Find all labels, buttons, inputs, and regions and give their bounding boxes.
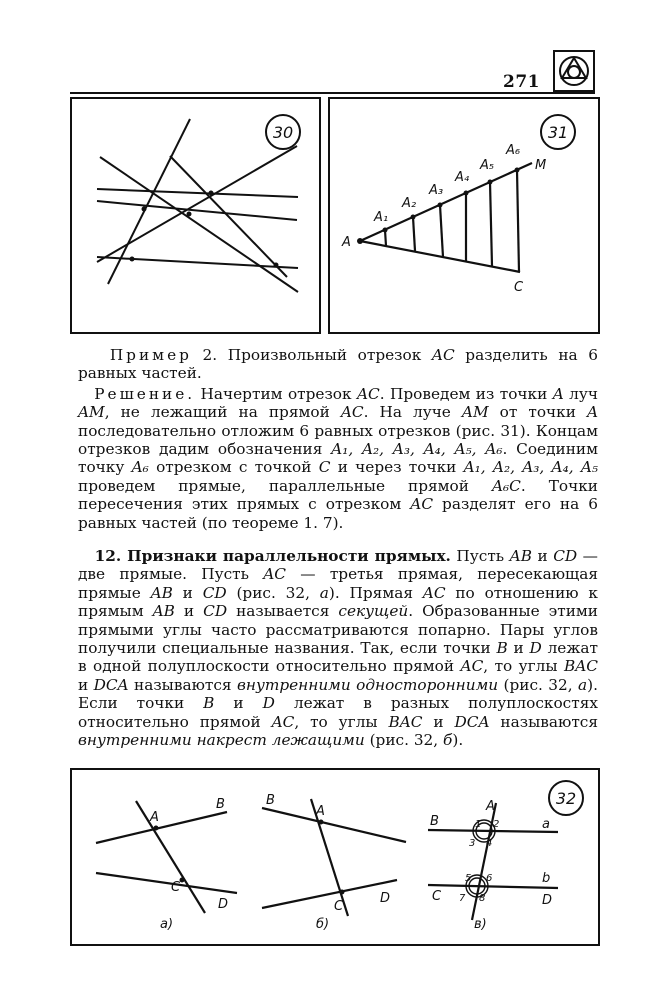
label-B: B — [430, 814, 439, 829]
label-C: C — [514, 280, 524, 295]
label-A6: A₆ — [506, 143, 521, 158]
figure-number: 31 — [547, 123, 569, 142]
example-statement: Пример 2. Произвольный отрезок AC разделить на 6 равных частей. — [78, 346, 598, 383]
label-A1: A₁ — [374, 210, 389, 225]
label-A: A — [150, 810, 159, 825]
section-12 — [78, 547, 598, 749]
figure-30 — [70, 97, 321, 334]
angle-4: 4 — [486, 838, 493, 849]
caption-c: в) — [474, 917, 487, 932]
label-A2: A₂ — [402, 196, 417, 211]
section-heading: 12. Признаки параллельности прямых. — [94, 547, 451, 565]
figure-number: 30 — [272, 123, 294, 142]
term-inner-cross: внутренними накрест лежащими — [78, 731, 365, 750]
label-A: A — [316, 804, 325, 819]
figure-30-lines — [97, 119, 298, 292]
example-label: Пример — [109, 346, 192, 364]
figure-31 — [328, 97, 600, 334]
header-rule — [70, 92, 595, 94]
angle-8: 8 — [479, 893, 486, 904]
caption-a: а) — [160, 917, 174, 932]
page-number: 271 — [503, 72, 540, 92]
caption-b: б) — [316, 917, 330, 932]
label-A5: A₅ — [480, 158, 495, 173]
label-C: C — [334, 899, 344, 914]
angle-7: 7 — [459, 893, 466, 904]
label-B: B — [216, 797, 225, 812]
section-paragraph: 12. Признаки параллельности прямых. Пусть AB и CD — две прямые. Пусть AC — третья прямая, пересекающая прямые AB и CD (рис. 32, а). Прямая AC по отношению к прямым AB и CD называется секущей. Образованные этими прямыми углы часто рассматриваются попарно. Пары углов получили специальные названия. Так, если точки B и D лежат в одной полуплоскости относительно прямой AC, то углы BAC и DCA называются внутренними односторонними (рис. 32, а). Если точки B и D лежат в разных полуплоскостях относительно прямой AC, то углы BAC и DCA называются внутренними накрест лежащими (рис. 32, б). — [78, 547, 598, 750]
label-A4: A₄ — [455, 170, 470, 185]
figure-number: 32 — [555, 789, 577, 808]
angle-1: 1 — [475, 819, 482, 830]
label-b: b — [542, 871, 551, 886]
label-A3: A₃ — [429, 183, 444, 198]
figure-32a-lines — [96, 801, 237, 913]
angle-3: 3 — [469, 838, 476, 849]
example-2 — [78, 346, 598, 532]
label-C: C — [171, 880, 181, 895]
term-secant: секущей — [338, 602, 409, 621]
example-solution: Решение. Начертим отрезок AC. Проведем из точки A луч AM, не лежащий на прямой AC. На луче AM от точки A последовательно отложим 6 равных отрезков (рис. 31). Концам отрезков дадим обозначения A₁, A₂, A₃, A₄, A₅, A₆. Соединим точку A₆ отрезком с точкой C и через точки A₁, A₂, A₃, A₄, A₅ проведем прямые, параллельные прямой A₆C. Точки пересечения этих прямых с отрезком AC разделят его на 6 равных частей (по теореме 1. 7). — [78, 384, 599, 532]
figure-32b-points — [319, 820, 345, 895]
figure-32 — [70, 768, 600, 946]
label-A: A — [486, 799, 495, 814]
label-M: M — [535, 158, 547, 173]
term-inner-one-side: внутренними односторонними — [236, 675, 499, 694]
circle-triangle-logo-icon — [553, 50, 595, 92]
angle-6: 6 — [486, 873, 493, 884]
label-A: A — [342, 235, 351, 250]
label-a: a — [542, 817, 550, 832]
angle-2: 2 — [493, 819, 500, 830]
label-D: D — [542, 893, 553, 908]
label-D: D — [380, 891, 391, 906]
label-B: B — [266, 793, 275, 808]
label-C: C — [432, 889, 442, 904]
angle-5: 5 — [465, 873, 472, 884]
solution-label: Решение. — [94, 384, 196, 403]
label-D: D — [218, 897, 229, 912]
